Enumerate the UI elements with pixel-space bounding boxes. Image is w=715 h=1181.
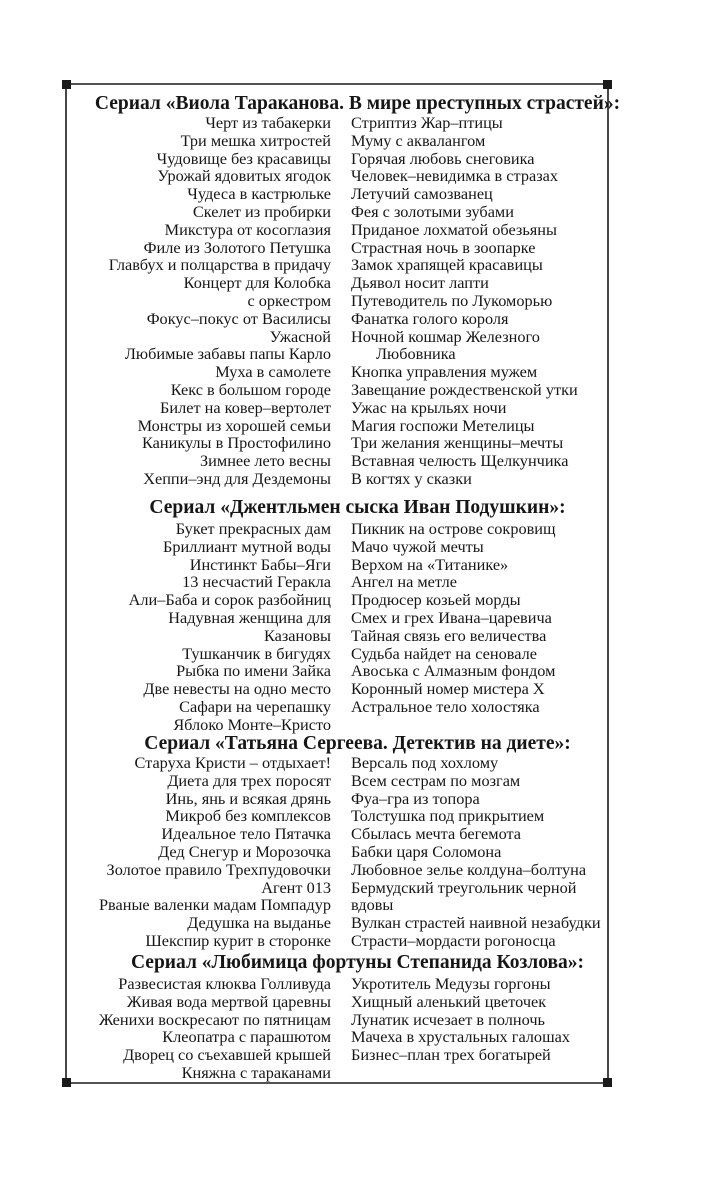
title-list-left <box>129 520 331 734</box>
book-title: Приданое лохматой обезьяны <box>351 219 557 239</box>
book-title: Горячая любовь снеговика <box>351 148 535 168</box>
book-title: Развесистая клюква Голливуда <box>118 974 331 993</box>
book-title: 13 несчастий Геракла <box>182 572 331 592</box>
book-title: Диета для трех поросят <box>167 770 331 790</box>
book-title: Казановы <box>263 625 331 645</box>
book-title: Живая вода мертвой царевны <box>126 991 331 1011</box>
section-title: Сериал «Любимица фортуны Степанида Козлова»: <box>130 952 585 973</box>
book-title: Филе из Золотого Петушка <box>143 237 331 257</box>
book-title: Муха в самолете <box>215 362 331 382</box>
book-title: Тайная связь его величества <box>351 625 547 645</box>
book-title: Любимые забавы папы Карло <box>124 344 331 364</box>
book-title: Фуа–гра из топора <box>351 788 480 808</box>
book-title: Старуха Кристи – отдыхает! <box>134 753 331 772</box>
book-title: Агент 013 <box>261 877 331 897</box>
book-title: Верхом на «Титанике» <box>351 554 509 574</box>
book-title: Бриллиант мутной воды <box>163 536 331 556</box>
book-title: Стриптиз Жар–птицы <box>351 113 503 132</box>
book-title: В когтях у сказки <box>351 468 472 488</box>
book-title: Летучий самозванец <box>351 184 493 204</box>
book-title: Зимнее лето весны <box>200 451 331 471</box>
title-list-left <box>109 114 331 488</box>
book-title: Продюсер козьей морды <box>351 590 521 610</box>
book-title: Астральное тело холостяка <box>351 696 540 716</box>
book-title: Концерт для Колобка <box>183 273 331 293</box>
book-title: Кнопка управления мужем <box>351 362 538 382</box>
book-title: Идеальное тело Пятачка <box>161 824 331 844</box>
book-title: Смех и грех Ивана–царевича <box>351 607 552 627</box>
book-title: Сафари на черепашку <box>179 696 331 716</box>
book-title: Рваные валенки мадам Помпадур <box>99 895 331 915</box>
book-title: Билет на ковер–вертолет <box>160 397 331 417</box>
book-title: Микстура от косоглазия <box>164 219 331 239</box>
book-title: Главбух и полцарства в придачу <box>108 255 331 275</box>
title-list-right <box>351 520 556 716</box>
book-title: Ангел на метле <box>351 572 457 592</box>
book-title: Авоська с Алмазным фондом <box>351 661 556 681</box>
book-title: вдовы <box>351 895 394 915</box>
book-title: Любовника <box>376 344 456 364</box>
book-title: Фанатка голого короля <box>351 308 509 328</box>
book-title: Кекс в большом городе <box>170 379 331 399</box>
book-title: Судьба найдет на сеновале <box>351 643 537 663</box>
book-title: Версаль под хохлому <box>351 753 499 772</box>
book-title: Дворец со съехавшей крышей <box>123 1045 331 1065</box>
book-title: Фея с золотыми зубами <box>351 201 514 221</box>
title-list-right <box>351 114 578 488</box>
book-title: Али–Баба и сорок разбойниц <box>128 590 331 610</box>
book-title: Муму с аквалангом <box>351 130 486 150</box>
book-title: Замок храпящей красавицы <box>351 255 543 275</box>
book-title: Чудовище без красавицы <box>156 148 331 168</box>
book-title: Две невесты на одно место <box>143 679 331 699</box>
book-title: Шекспир курит в сторонке <box>145 930 331 950</box>
section-title: Сериал «Виола Тараканова. В мире преступных страстей»: <box>94 93 621 114</box>
book-title: Княжна с тараканами <box>181 1062 331 1082</box>
book-title: Лунатик исчезает в полночь <box>351 1009 545 1029</box>
book-title: Ужасной <box>269 326 331 346</box>
book-title: Вставная челюсть Щелкунчика <box>351 451 569 471</box>
book-title: Коронный номер мистера Х <box>351 679 545 699</box>
book-title: Дед Снегур и Морозочка <box>158 841 331 861</box>
book-title: Золотое правило Трехпудовочки <box>106 859 331 879</box>
title-list-right <box>351 975 570 1064</box>
book-title: Рыбка по имени Зайка <box>176 661 331 681</box>
book-title: Укротитель Медузы горгоны <box>351 974 551 993</box>
book-title: Надувная женщина для <box>168 607 331 627</box>
book-title: Толстушка под прикрытием <box>351 806 545 826</box>
book-title: Сбылась мечта бегемота <box>351 824 522 844</box>
book-title: Микроб без комплексов <box>165 806 331 826</box>
title-list-right <box>351 754 601 950</box>
book-title: Каникулы в Простофилино <box>142 433 331 453</box>
book-title: Ужас на крыльях ночи <box>351 397 507 417</box>
book-title: Вулкан страстей наивной незабудки <box>351 913 601 933</box>
book-title: Чудеса в кастрюльке <box>187 184 331 204</box>
book-title: Дедушка на выданье <box>187 913 331 933</box>
book-title: Три желания женщины–мечты <box>351 433 564 453</box>
book-title: Скелет из пробирки <box>192 201 331 221</box>
book-title: Монстры из хорошей семьи <box>137 415 331 435</box>
book-title: Инь, янь и всякая дрянь <box>165 788 331 808</box>
book-title: Мачо чужой мечты <box>351 536 484 556</box>
book-title: Человек–невидимка в стразах <box>351 166 559 186</box>
book-title: Инстинкт Бабы–Яги <box>189 554 331 574</box>
book-title: Три мешка хитростей <box>180 130 331 150</box>
book-title: Мачеха в хрустальных галошах <box>351 1027 570 1047</box>
title-list-left <box>99 975 331 1082</box>
book-title: Черт из табакерки <box>205 113 331 132</box>
book-title: Яблоко Монте–Кристо <box>173 714 331 734</box>
book-title: Страсти–мордасти рогоносца <box>351 930 556 950</box>
book-title: Завещание рождественской утки <box>351 379 578 399</box>
book-title: Дьявол носит лапти <box>351 273 489 293</box>
book-title: Бизнес–план трех богатырей <box>351 1045 551 1065</box>
section-title: Сериал «Джентльмен сыска Иван Подушкин»: <box>149 497 566 518</box>
book-title: Магия госпожи Метелицы <box>351 415 535 435</box>
book-title: Бабки царя Соломона <box>351 841 502 861</box>
book-title: Фокус–покус от Василисы <box>146 308 331 328</box>
book-title: Всем сестрам по мозгам <box>351 770 521 790</box>
book-title: с оркестром <box>247 290 331 310</box>
book-title: Пикник на острове сокровищ <box>351 519 556 538</box>
book-title: Женихи воскресают по пятницам <box>98 1009 331 1029</box>
book-title: Ночной кошмар Железного <box>351 326 540 346</box>
book-title: Клеопатра с парашютом <box>162 1027 331 1047</box>
book-title: Урожай ядовитых ягодок <box>157 166 331 186</box>
book-title: Хеппи–энд для Дездемоны <box>143 468 331 488</box>
section-title: Сериал «Татьяна Сергеева. Детектив на диете»: <box>144 733 571 754</box>
title-list-left <box>99 754 331 950</box>
book-title: Любовное зелье колдуна–болтуна <box>351 859 587 879</box>
book-title: Страстная ночь в зоопарке <box>351 237 536 257</box>
book-title: Хищный аленький цветочек <box>351 991 547 1011</box>
book-title: Букет прекрасных дам <box>175 519 331 538</box>
book-title: Тушканчик в бигудях <box>182 643 331 663</box>
book-title: Путеводитель по Лукоморью <box>351 290 553 310</box>
book-title: Бермудский треугольник черной <box>351 877 577 897</box>
